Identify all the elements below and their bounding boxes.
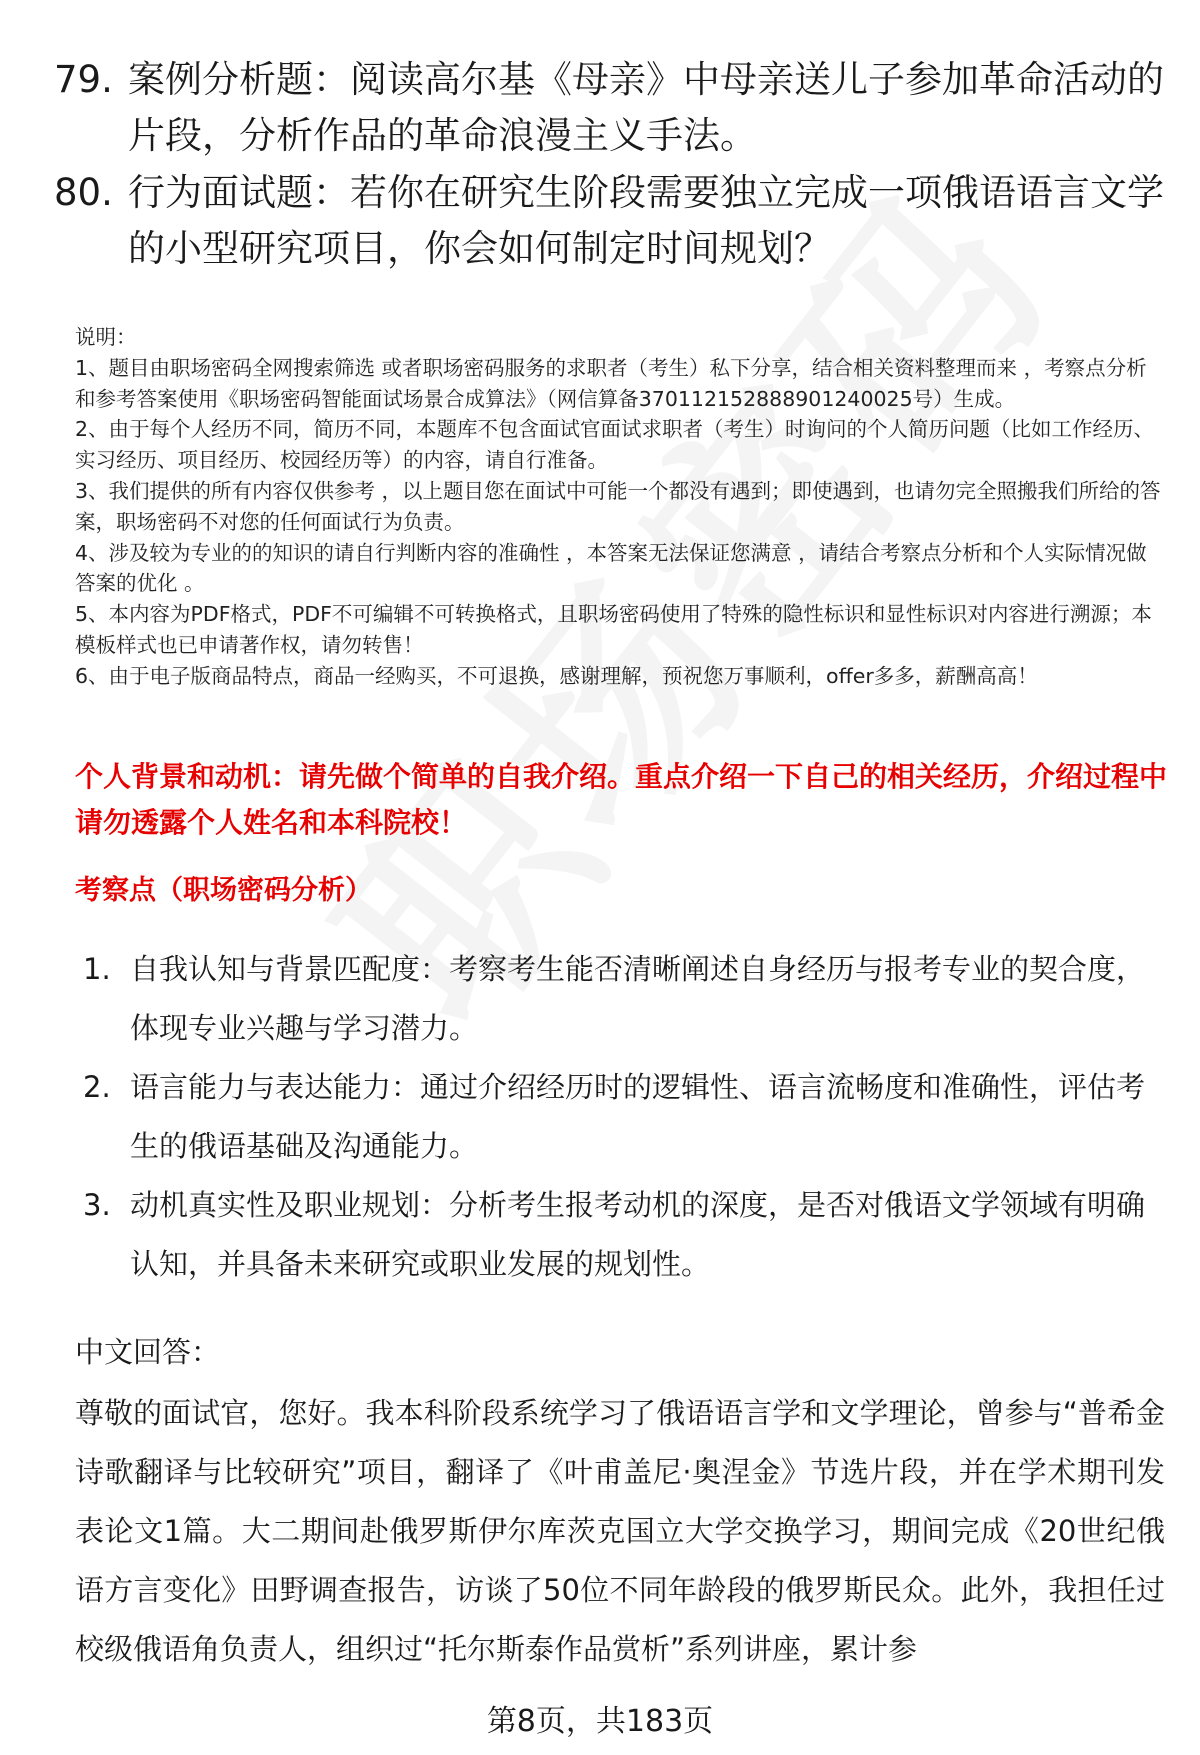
point-text: 自我认知与背景匹配度：考察考生能否清晰阐述自身经历与报考专业的契合度，体现专业兴趣与学习潜力。	[130, 952, 1146, 1045]
question-79	[54, 52, 1164, 164]
disclaimer-notes	[75, 322, 1165, 692]
note-item: 2、由于每个人经历不同，简历不同，本题库不包含面试官面试求职者（考生）时询问的个人简历问题（比如工作经历、实习经历、项目经历、校园经历等）的内容，请自行准备。	[75, 417, 1155, 473]
point-number: 2.	[83, 1070, 111, 1104]
notes-title: 说明：	[75, 325, 137, 349]
note-item: 4、涉及较为专业的的知识的请自行判断内容的准确性 ，本答案无法保证您满意 ，请结合考察点分析和个人实际情况做答案的优化 。	[75, 540, 1147, 596]
point-text: 动机真实性及职业规划：分析考生报考动机的深度，是否对俄语文学领域有明确认知，并具备未来研究或职业发展的规划性。	[130, 1188, 1146, 1281]
question-text: 案例分析题：阅读高尔基《母亲》中母亲送儿子参加革命活动的片段，分析作品的革命浪漫主义手法。	[128, 58, 1164, 157]
point-text: 语言能力与表达能力：通过介绍经历时的逻辑性、语言流畅度和准确性，评估考生的俄语基础及沟通能力。	[130, 1070, 1146, 1163]
answer-heading: 中文回答：	[75, 1335, 221, 1369]
question-text: 行为面试题：若你在研究生阶段需要独立完成一项俄语语言文学的小型研究项目，你会如何制定时间规划？	[128, 171, 1164, 270]
analysis-points	[83, 940, 1163, 1294]
note-item: 5、本内容为PDF格式，PDF不可编辑不可转换格式，且职场密码使用了特殊的隐性标识和显性标识对内容进行溯源；本模板样式也已申请著作权，请勿转售！	[75, 602, 1152, 657]
interview-question: 个人背景和动机：请先做个简单的自我介绍。重点介绍一下自己的相关经历，介绍过程中请勿透露个人姓名和本科院校！	[75, 760, 1168, 839]
point-number: 1.	[83, 952, 111, 986]
analysis-point	[83, 940, 1163, 1058]
analysis-point	[83, 1176, 1163, 1294]
note-item: 3、我们提供的所有内容仅供参考 ，以上题目您在面试中可能一个都没有遇到；即使遇到，也请勿完全照搬我们所给的答案，职场密码不对您的任何面试行为负责。	[75, 478, 1161, 534]
question-number: 80.	[54, 171, 113, 214]
point-number: 3.	[83, 1188, 111, 1222]
page-footer: 第8页，共183页	[486, 1704, 714, 1739]
analysis-heading: 考察点（职场密码分析）	[75, 875, 372, 906]
question-number: 79.	[54, 58, 113, 101]
answer-text: 尊敬的面试官，您好。我本科阶段系统学习了俄语语言学和文学理论，曾参与“普希金诗歌翻译与比较研究”项目，翻译了《叶甫盖尼·奥涅金》节选片段，并在学术期刊发表论文1篇。大二期间赴俄罗斯伊尔库茨克国立大学交换学习，期间完成《20世纪俄语方言变化》田野调查报告，访谈了50位不同年龄段的俄罗斯民众。此外，我担任过校级俄语角负责人，组织过“托尔斯泰作品赏析”系列讲座，累计参	[75, 1396, 1165, 1666]
note-item: 1、题目由职场密码全网搜索筛选 或者职场密码服务的求职者（考生）私下分享，结合相关资料整理而来 ，考察点分析和参考答案使用《职场密码智能面试场景合成算法》（网信算备370112152888901240025号）生成。	[75, 355, 1147, 411]
note-item: 6、由于电子版商品特点，商品一经购买，不可退换，感谢理解，预祝您万事顺利，offer多多，薪酬高高！	[75, 663, 1038, 688]
question-80	[54, 165, 1164, 277]
analysis-point	[83, 1058, 1163, 1176]
